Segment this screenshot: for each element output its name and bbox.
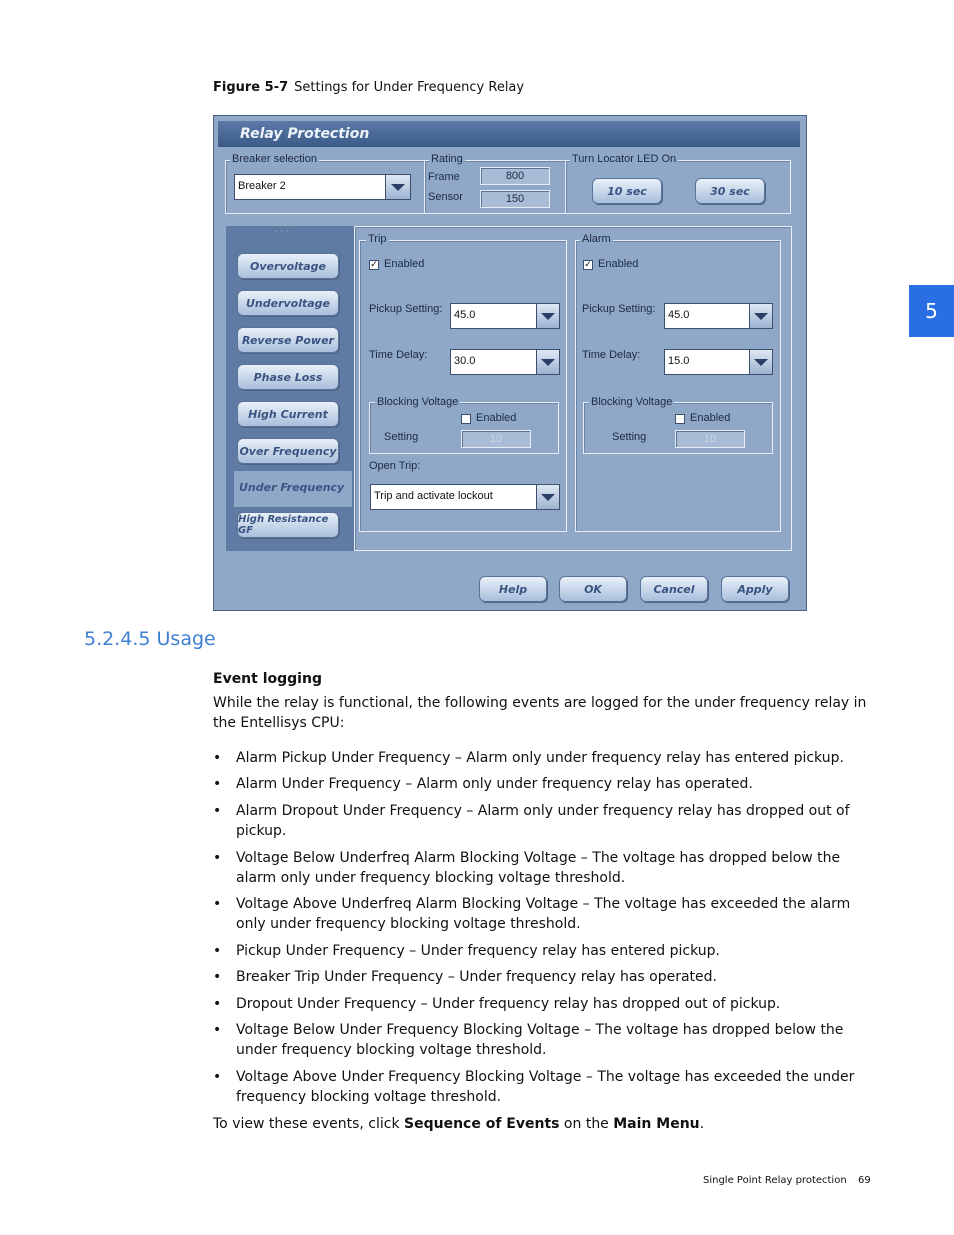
sidebar-item-overvoltage[interactable]: Overvoltage: [237, 253, 339, 279]
breaker-dropdown-button[interactable]: [385, 174, 411, 200]
sidebar-header: · · ·: [274, 226, 290, 237]
list-item-text: Voltage Below Underfreq Alarm Blocking Voltage – The voltage has dropped below the alarm only under frequency blocking voltage threshold.: [236, 850, 841, 886]
window-title: Relay Protection: [218, 121, 800, 147]
chevron-down-icon: [754, 359, 768, 366]
frame-label: Frame: [428, 171, 460, 183]
list-item-text: Alarm Under Frequency – Alarm only under frequency relay has operated.: [236, 776, 753, 792]
open-trip-select[interactable]: Trip and activate lockout: [370, 484, 538, 510]
list-item: • Dropout Under Frequency – Under frequency relay has dropped out of pickup.: [213, 994, 883, 1014]
alarm-blocking-enabled-label: Enabled: [690, 412, 731, 424]
alarm-pickup-dropdown-button[interactable]: [749, 303, 773, 329]
list-item-text: Breaker Trip Under Frequency – Under frequency relay has operated.: [236, 969, 717, 985]
sidebar-item-over-frequency[interactable]: Over Frequency: [237, 438, 339, 464]
sequence-of-events-ref: Sequence of Events: [404, 1116, 560, 1132]
locator-30-sec-button[interactable]: 30 sec: [695, 178, 765, 204]
list-item: • Voltage Below Underfreq Alarm Blocking Voltage – The voltage has dropped below the alarm only under frequency blocking voltage threshold.: [213, 848, 883, 888]
chevron-down-icon: [391, 184, 405, 191]
sidebar-item-high-current[interactable]: High Current: [237, 401, 339, 427]
chevron-down-icon: [541, 359, 555, 366]
figure-caption: [213, 80, 524, 95]
main-menu-ref: Main Menu: [613, 1116, 700, 1132]
chapter-tab: 5: [909, 285, 954, 337]
alarm-enabled-checkbox[interactable]: ✓: [584, 260, 592, 270]
page-number: 69: [858, 1175, 871, 1186]
frame-value: 800: [480, 167, 550, 185]
breaker-selection-label: Breaker selection: [232, 153, 317, 165]
relay-protection-window: [213, 115, 807, 611]
list-item-text: Voltage Above Underfreq Alarm Blocking Voltage – The voltage has exceeded the alarm only under frequency blocking voltage threshold.: [236, 896, 851, 932]
trip-pickup-dropdown-button[interactable]: [536, 303, 560, 329]
apply-button[interactable]: Apply: [721, 576, 789, 602]
sensor-value: 150: [480, 190, 550, 208]
trip-enabled-label: Enabled: [384, 258, 425, 270]
trip-pickup-input[interactable]: 45.0: [450, 303, 538, 329]
locator-10-sec-button[interactable]: 10 sec: [592, 178, 662, 204]
sidebar-item-high-resistance-gf[interactable]: High Resistance GF: [237, 512, 339, 538]
list-item-text: Alarm Pickup Under Frequency – Alarm only under frequency relay has entered pickup.: [236, 750, 844, 766]
cancel-button[interactable]: Cancel: [640, 576, 708, 602]
chevron-down-icon: [541, 313, 555, 320]
list-item-text: Alarm Dropout Under Frequency – Alarm only under frequency relay has dropped out of pickup.: [236, 803, 850, 839]
intro-paragraph: While the relay is functional, the following events are logged for the under frequency relay in the Entellisys CPU:: [213, 695, 867, 731]
alarm-blocking-enabled-checkbox[interactable]: [675, 414, 685, 424]
list-item: • Voltage Below Under Frequency Blocking Voltage – The voltage has dropped below the under frequency blocking voltage threshold.: [213, 1020, 883, 1060]
chevron-down-icon: [754, 313, 768, 320]
alarm-enabled-label: Enabled: [598, 258, 639, 270]
list-item-text: Dropout Under Frequency – Under frequency relay has dropped out of pickup.: [236, 996, 781, 1012]
list-item-text: Pickup Under Frequency – Under frequency relay has entered pickup.: [236, 943, 720, 959]
sidebar-item-under-frequency[interactable]: Under Frequency: [239, 481, 345, 494]
alarm-label: Alarm: [582, 233, 611, 245]
sidebar-item-reverse-power[interactable]: Reverse Power: [237, 327, 339, 353]
list-item: • Breaker Trip Under Frequency – Under frequency relay has operated.: [213, 967, 883, 987]
subheading: Event logging: [213, 671, 322, 687]
trip-blocking-label: Blocking Voltage: [377, 396, 459, 408]
list-item: • Alarm Dropout Under Frequency – Alarm only under frequency relay has dropped out of pickup.: [213, 801, 883, 841]
trip-delay-dropdown-button[interactable]: [536, 349, 560, 375]
list-item: • Pickup Under Frequency – Under frequency relay has entered pickup.: [213, 941, 883, 961]
ok-button[interactable]: OK: [559, 576, 627, 602]
trip-blocking-setting-input[interactable]: 10: [461, 430, 531, 448]
open-trip-dropdown-button[interactable]: [536, 484, 560, 510]
alarm-pickup-input[interactable]: 45.0: [664, 303, 750, 329]
alarm-group: [575, 240, 781, 532]
section-heading: 5.2.4.5 Usage: [84, 628, 216, 650]
list-item: • Alarm Pickup Under Frequency – Alarm only under frequency relay has entered pickup.: [213, 748, 883, 768]
figure-number: Figure 5-7: [213, 80, 289, 95]
help-button[interactable]: Help: [479, 576, 547, 602]
figure-caption-text: Settings for Under Frequency Relay: [294, 80, 525, 95]
closing-paragraph: [213, 1114, 883, 1134]
list-item-text: Voltage Below Under Frequency Blocking Voltage – The voltage has dropped below the under frequency blocking voltage threshold.: [236, 1022, 844, 1058]
list-item: • Alarm Under Frequency – Alarm only under frequency relay has operated.: [213, 774, 883, 794]
trip-blocking-enabled-label: Enabled: [476, 412, 517, 424]
footer-title: Single Point Relay protection: [703, 1175, 847, 1186]
list-item: • Voltage Above Under Frequency Blocking Voltage – The voltage has exceeded the under frequency blocking voltage threshold.: [213, 1067, 883, 1107]
closing-prefix: To view these events, click: [213, 1116, 405, 1132]
trip-blocking-setting-label: Setting: [384, 431, 419, 443]
rating-label: Rating: [431, 153, 463, 165]
trip-enabled-checkbox[interactable]: ✓: [370, 260, 378, 270]
alarm-blocking-label: Blocking Voltage: [591, 396, 673, 408]
closing-suffix: .: [699, 1116, 705, 1132]
sidebar-item-undervoltage[interactable]: Undervoltage: [237, 290, 339, 316]
alarm-blocking-setting-label: Setting: [612, 431, 647, 443]
locator-label: Turn Locator LED On: [572, 153, 677, 165]
list-item-text: Voltage Above Under Frequency Blocking Voltage – The voltage has exceeded the under frequency blocking voltage threshold.: [236, 1069, 855, 1105]
alarm-blocking-setting-input[interactable]: 10: [675, 430, 745, 448]
chevron-down-icon: [541, 494, 555, 501]
alarm-delay-label: Time Delay:: [582, 349, 641, 361]
alarm-delay-dropdown-button[interactable]: [749, 349, 773, 375]
sensor-label: Sensor: [428, 191, 463, 203]
trip-blocking-enabled-checkbox[interactable]: [461, 414, 471, 424]
alarm-pickup-label: Pickup Setting:: [582, 303, 656, 315]
closing-middle: on the: [559, 1116, 614, 1132]
trip-pickup-label: Pickup Setting:: [369, 303, 443, 315]
open-trip-label: Open Trip:: [369, 460, 421, 472]
trip-delay-input[interactable]: 30.0: [450, 349, 538, 375]
sidebar-item-phase-loss[interactable]: Phase Loss: [237, 364, 339, 390]
breaker-select[interactable]: Breaker 2: [234, 174, 386, 200]
list-item: • Voltage Above Underfreq Alarm Blocking Voltage – The voltage has exceeded the alarm only under frequency blocking voltage threshold.: [213, 894, 883, 934]
trip-delay-label: Time Delay:: [369, 349, 428, 361]
alarm-delay-input[interactable]: 15.0: [664, 349, 750, 375]
trip-label: Trip: [368, 233, 387, 245]
